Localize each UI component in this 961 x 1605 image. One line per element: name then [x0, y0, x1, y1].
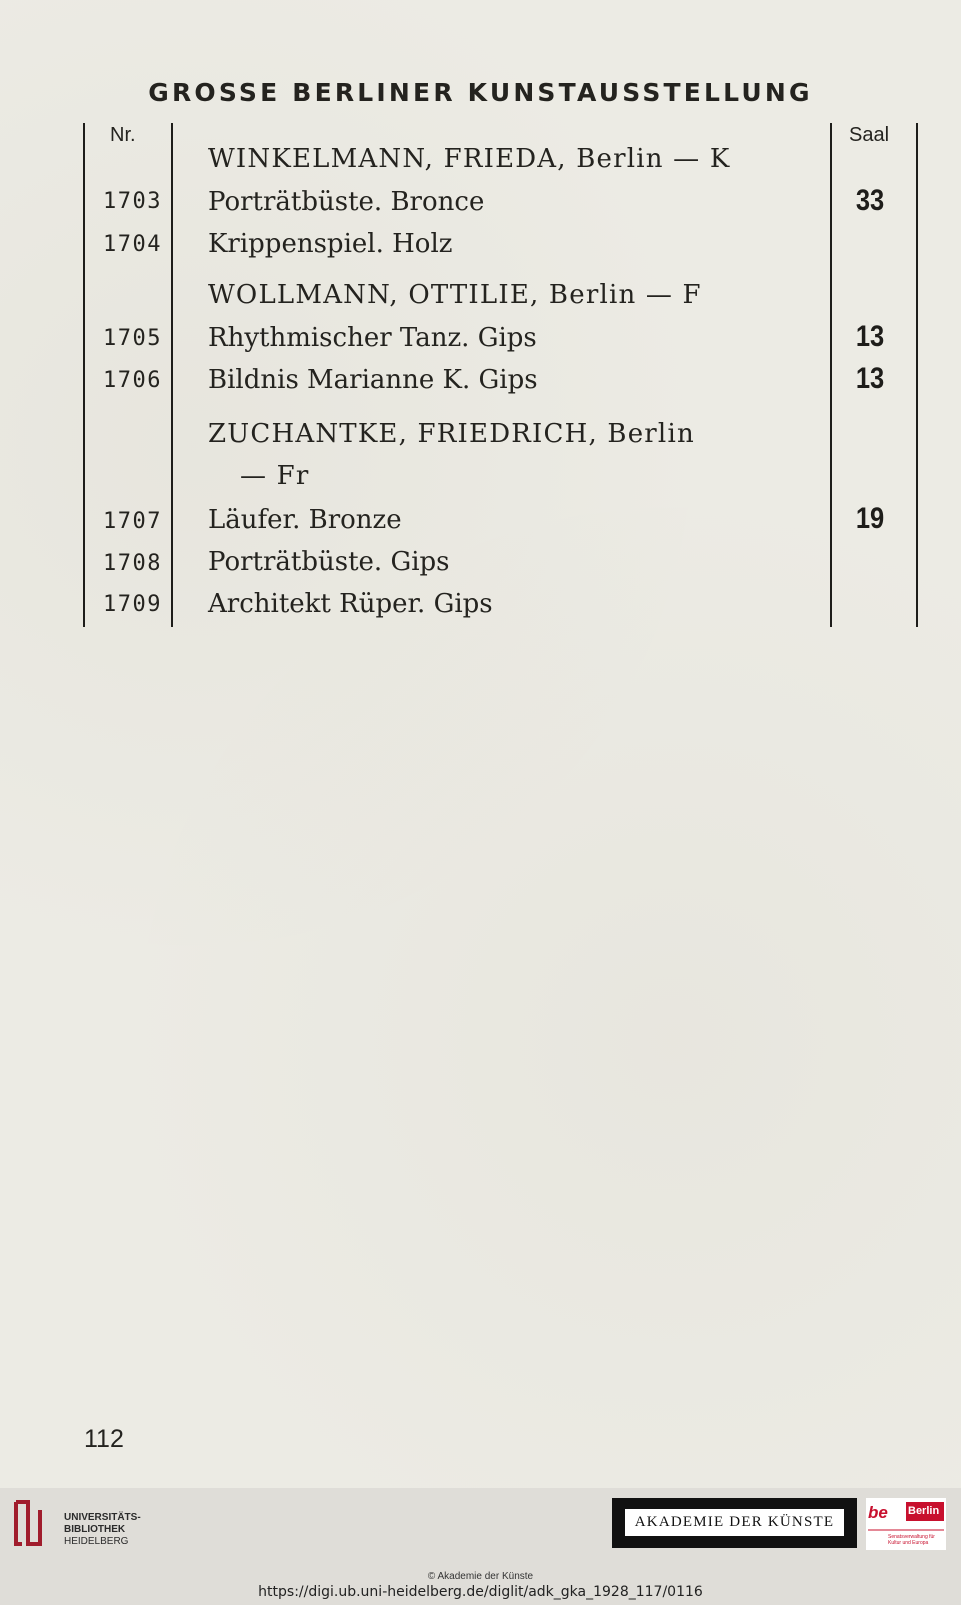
saal-header: Saal	[849, 124, 890, 146]
berlin-logo-subtext: Senatsverwaltung für Kultur und Europa	[888, 1534, 935, 1546]
ub-emblem-icon	[12, 1498, 48, 1548]
table-left-border	[83, 123, 85, 627]
artwork-title: Krippenspiel. Holz	[208, 229, 453, 259]
artwork-title: Bildnis Marianne K. Gips	[208, 365, 538, 395]
nr-header: Nr.	[110, 124, 136, 146]
room-number: 13	[855, 362, 885, 395]
source-url[interactable]: https://digi.ub.uni-heidelberg.de/diglit/adk_gka_1928_117/0116	[258, 1584, 703, 1600]
catalog-number: 1705	[103, 326, 162, 351]
artist-heading-continuation: — Fr	[240, 461, 310, 491]
akademie-der-kuenste-logo[interactable]	[612, 1498, 857, 1548]
ub-logo-line: HEIDELBERG	[64, 1536, 129, 1547]
viewer-footer	[0, 1488, 961, 1605]
artist-heading: WINKELMANN, FRIEDA, Berlin — K	[208, 144, 731, 174]
svg-text:be: be	[868, 1503, 888, 1522]
artwork-title: Rhythmischer Tanz. Gips	[208, 323, 537, 353]
ub-logo-line: BIBLIOTHEK	[64, 1524, 126, 1535]
catalog-number: 1707	[103, 509, 162, 534]
artwork-title: Läufer. Bronze	[208, 505, 402, 535]
catalog-number: 1704	[103, 232, 162, 257]
artist-heading: WOLLMANN, OTTILIE, Berlin — F	[208, 280, 702, 310]
catalog-number: 1709	[103, 592, 162, 617]
page-title: GROSSE BERLINER KUNSTAUSSTELLUNG	[148, 78, 813, 107]
berlin-senate-logo[interactable]	[866, 1498, 946, 1550]
saal-column-divider	[830, 123, 832, 627]
artwork-title: Porträtbüste. Bronce	[208, 187, 485, 217]
table-right-border	[916, 123, 918, 627]
catalog-number: 1706	[103, 368, 162, 393]
page-number: 112	[84, 1425, 124, 1453]
university-library-logo[interactable]	[12, 1498, 142, 1554]
copyright-credit: © Akademie der Künste	[427, 1571, 534, 1582]
room-number: 33	[855, 184, 885, 217]
berlin-logo-text: Berlin	[908, 1505, 940, 1517]
catalog-number: 1708	[103, 551, 162, 576]
nr-column-divider	[171, 123, 173, 627]
catalog-number: 1703	[103, 189, 162, 214]
room-number: 13	[855, 320, 885, 353]
ub-logo-line: UNIVERSITÄTS-	[64, 1512, 141, 1523]
artwork-title: Architekt Rüper. Gips	[208, 589, 493, 619]
artwork-title: Porträtbüste. Gips	[208, 547, 450, 577]
room-number: 19	[855, 502, 885, 535]
artist-heading: ZUCHANTKE, FRIEDRICH, Berlin	[208, 419, 695, 449]
adk-logo-text: AKADEMIE DER KÜNSTE	[625, 1509, 844, 1536]
